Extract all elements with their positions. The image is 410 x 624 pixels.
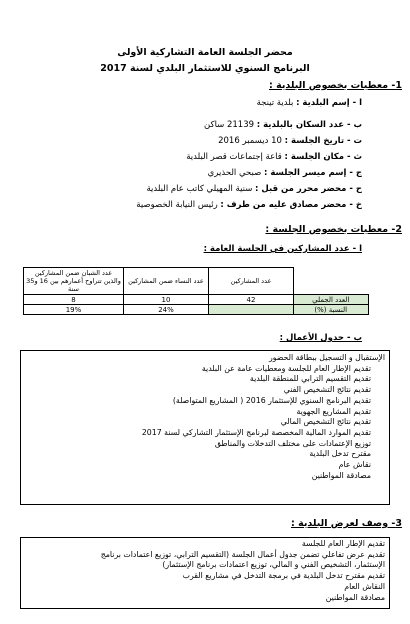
total-youth: 8	[24, 295, 124, 305]
session-place-label: ث - مكان الجلسة :	[284, 152, 362, 162]
facilitator-label: ج - إسم ميسر الجلسة :	[264, 168, 362, 178]
agenda-item: تقديم التقسيم الترابي للمنطقة البلدية	[249, 374, 371, 384]
section2-heading: 2- معطيات بخصوص الجلسة :	[265, 224, 402, 235]
participants-subheading: ا - عدد المشاركين في الجلسة العامة :	[203, 244, 362, 254]
agenda-item: تقديم الإطار العام للجلسة ومعطيات عامة عن البلدية	[201, 363, 371, 373]
agenda-box	[20, 350, 390, 505]
participants-table	[23, 267, 369, 315]
population-value: 21139 ساكن	[204, 120, 255, 130]
section3-heading: 3- وصف لعرض البلدية :	[290, 518, 402, 529]
header-women: عدد النساء ضمن المشاركين	[124, 268, 209, 295]
agenda-item: مقترح تدخل البلدية	[309, 449, 371, 459]
presentation-item: مصادقة المواطنين	[325, 592, 385, 602]
table-corner-empty	[294, 268, 369, 295]
minutes-writer-row	[146, 184, 362, 194]
presentation-item: تقديم عرض تفاعلي تضمن جدول أعمال الجلسة (التقسيم الترابي، توزيع اعتمادات برنامج	[100, 549, 385, 559]
minutes-approver-value: رئيس النيابة الخصوصية	[136, 200, 218, 210]
minutes-writer-label: ح - محضر محرر من قبل :	[255, 184, 362, 194]
section1-heading: 1- معطيات بخصوص البلدية :	[269, 80, 402, 91]
presentation-item: تقديم مقترح تدخل البلدية في برمجة التدخل في مشاريع القرب	[182, 571, 385, 581]
session-date-value: 10 ديسمبر 2016	[218, 136, 282, 146]
document-title-line1: محضر الجلسة العامة التشاركية الأولى	[117, 47, 293, 58]
agenda-item: توزيع الإعتمادات على مختلف التدخلات والمناطق	[214, 438, 371, 448]
agenda-subheading: ب - جدول الأعمال :	[279, 333, 362, 343]
session-place-value: قاعة إجتماعات قصر البلدية	[186, 152, 282, 162]
pct-women: 24%	[124, 305, 209, 315]
municipality-name-value: بلدية تينجة	[256, 98, 294, 108]
document-title-line2: البرنامج السنوي للاستثمار البلدي لسنة 2017	[100, 63, 310, 74]
presentation-box	[20, 537, 390, 609]
minutes-approver-label: خ - محضر مصادق عليه من طرف :	[220, 200, 362, 210]
presentation-item: النقاش العام	[344, 581, 385, 591]
total-women: 10	[124, 295, 209, 305]
facilitator-value: صبحي الحذيري	[207, 168, 262, 178]
population-row	[204, 120, 362, 130]
presentation-item: تقديم الإطار العام للجلسة	[301, 539, 385, 548]
agenda-item: تقديم الموارد المالية المخصصة لبرنامج الإستثمار التشاركي لسنة 2017	[141, 427, 371, 437]
header-participants: عدد المشاركين	[209, 268, 294, 295]
facilitator-row	[208, 168, 362, 178]
agenda-item: مصادقة المواطنين	[311, 470, 371, 480]
total-participants: 42	[209, 295, 294, 305]
agenda-item: الإستقبال و التسجيل ببطاقة الحضور	[269, 353, 385, 362]
presentation-item: الإستثمار، التشخيص الفني و المالي، توزيع اعتمادات برنامج الإستثمار)	[162, 560, 385, 570]
agenda-item: تقديم المشاريع الجهوية	[296, 406, 371, 416]
agenda-item: تقديم البرنامج السنوي للإستثمار 2016 ( المشاريع المتواصلة)	[172, 395, 371, 405]
row-pct-label: النسبة (%)	[294, 305, 369, 315]
agenda-item: تقديم نتائج التشخيص المالي	[280, 417, 371, 427]
session-date-row	[218, 136, 362, 146]
pct-youth: 19%	[24, 305, 124, 315]
header-youth: عدد الشبان ضمن المشاركين والذين تتراوح أعمارهم بين 16 و35 سنة	[24, 268, 124, 295]
municipality-name-label: ا - إسم البلدية :	[296, 98, 362, 108]
session-place-row	[186, 152, 362, 162]
agenda-item: تقديم نتائج التشخيص الفني	[283, 385, 371, 395]
row-total-label: العدد الجملي	[294, 295, 369, 305]
minutes-approver-row	[136, 200, 362, 210]
population-label: ب - عدد السكان بالبلدية :	[256, 120, 362, 130]
municipality-name-row	[257, 98, 362, 108]
minutes-writer-value: سنية المهيلي كاتب عام البلدية	[146, 184, 253, 194]
pct-participants-empty	[209, 305, 294, 315]
session-date-label: ت - تاريخ الجلسة :	[284, 136, 362, 146]
agenda-item: نقاش عام	[338, 460, 371, 470]
